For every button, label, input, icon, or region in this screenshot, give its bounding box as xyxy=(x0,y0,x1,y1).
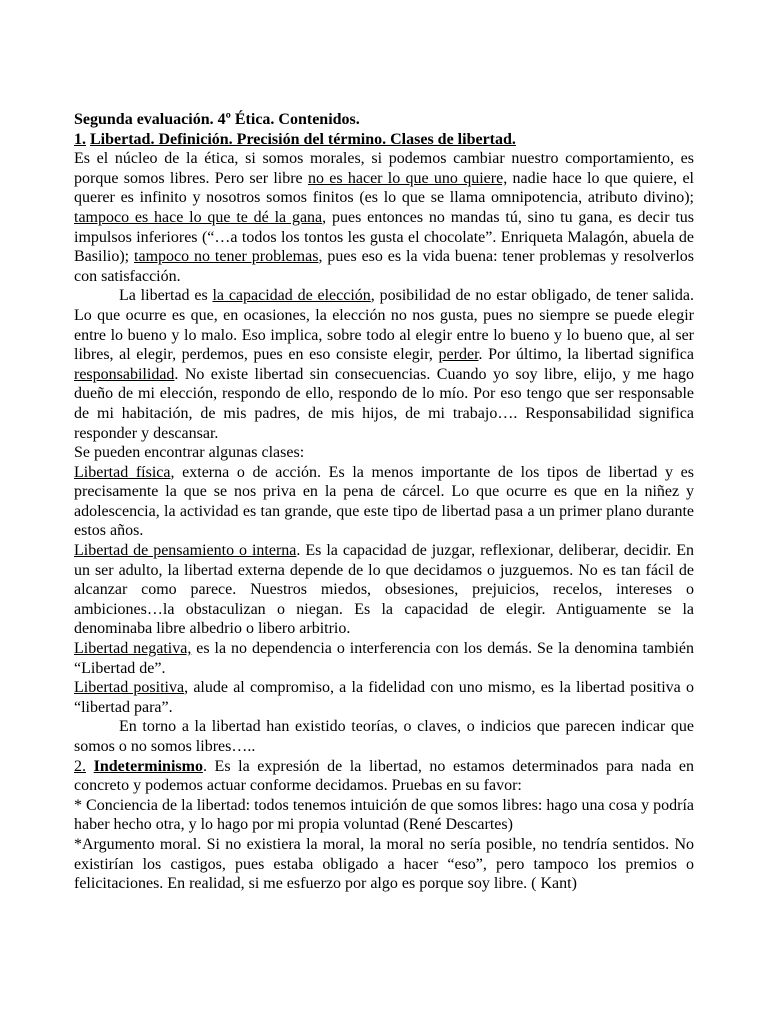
underlined-phrase: tampoco no tener problemas xyxy=(134,248,319,266)
proof-1: * Conciencia de la libertad: todos tenemos intuición de que somos libres: hago una cosa y podría haber hecho otra, y lo hago por mi propia voluntad (René Descartes) xyxy=(74,796,694,834)
text-span: Es el núcleo de la ética, si somos morales, si podemos cambiar nuestro comportamiento, es porque somos libres. Pero ser libre xyxy=(74,150,694,187)
proof-2: *Argumento moral. Si no existiera la moral, la moral no sería posible, no tendría sentidos. No existirían los castigos, pues estaba obligado a hacer “eso”, pero tampoco los premios o felicitaciones. En realidad, si me esfuerzo por algo es porque soy libre. ( Kant) xyxy=(74,835,694,893)
text-span: , pues eso es la vida buena: tener problemas y resolverlos con satisfacción. xyxy=(74,248,694,285)
liberty-class-text: , alude al compromiso, a la fidelidad con uno mismo, es la libertad positiva o “libertad para”. xyxy=(74,679,695,716)
liberty-class-term: Libertad física xyxy=(74,463,171,481)
liberty-class-text: es la no dependencia o interferencia con los demás. Se la denomina también “Libertad de”. xyxy=(74,640,694,677)
text-span: nadie hace lo que quiere, el querer es infinito y nosotros somos finitos (es lo que se llama omnipotencia, atributo divino); xyxy=(74,169,694,207)
liberty-class-positiva xyxy=(74,678,694,717)
underlined-phrase: perder xyxy=(438,346,479,364)
liberty-class-fisica xyxy=(74,463,694,541)
section-1-paragraph-1 xyxy=(74,149,694,286)
section-1-heading-text: Libertad. Definición. Precisión del término. Clases de libertad. xyxy=(90,130,516,148)
liberty-class-text: , externa o de acción. Es la menos importante de los tipos de libertad y es precisamente la que se nos priva en la pena de cárcel. Lo que ocurre es que en la niñez y adolescencia, la actividad es tan grande, que este tipo de libertad pasa a un primer plano durante estos años. xyxy=(74,463,695,540)
document-page xyxy=(74,110,694,894)
liberty-class-term: Libertad negativa, xyxy=(74,640,192,658)
text-span: . Por último, la libertad significa xyxy=(478,346,695,364)
section-2-paragraph xyxy=(74,757,694,796)
liberty-class-text: . Es la capacidad de juzgar, reflexionar, deliberar, decidir. En un ser adulto, la libertad externa depende de lo que decidamos o juzguemos. No es tan fácil de alcanzar como parece. Nuestros miedos, obsesiones, prejuicios, recelos, intereses o ambiciones…la obstaculizan o niegan. Es la capacidad de elegir. Antiguamente se la denominaba libre albedrio o libero arbitrio. xyxy=(74,542,694,638)
section-1-number: 1. xyxy=(74,130,86,148)
text-span: La libertad es xyxy=(119,287,213,305)
section-1-paragraph-4: En torno a la libertad han existido teorías, o claves, o indicios que parecen indicar que somos o no somos libres….. xyxy=(74,718,694,755)
text-span: , pues entonces no mandas tú, sino tu gana, es decir tus impulsos inferiores (“…a todos los tontos les gusta el chocolate”. Enriqueta Malagón, abuela de Basilio); xyxy=(74,208,695,266)
text-span: . No existe libertad sin consecuencias. Cuando yo soy libre, elijo, y me hago dueño de mi elección, respondo de ello, respondo de lo mío. Por eso tengo que ser responsable de mi habitación, de mis padres, de mis hijos, de mi trabajo…. Responsabilidad significa responder y descansar. xyxy=(74,365,694,442)
section-1-paragraph-2 xyxy=(74,286,694,443)
section-2-number: 2. xyxy=(74,757,86,775)
text-span: , posibilidad de no estar obligado, de tener salida. Lo que ocurre es que, en ocasiones, la elección no nos gusta, pues no siempre se puede elegir entre lo bueno y lo malo. Eso implica, sobre todo al elegir entre lo bueno y lo bueno que, al ser libres, al elegir, perdemos, pues en eso consiste elegir, xyxy=(74,287,695,364)
liberty-class-negativa xyxy=(74,639,694,678)
liberty-class-pensamiento xyxy=(74,541,694,639)
underlined-phrase: tampoco es hace lo que te dé la gana xyxy=(74,208,323,226)
underlined-phrase: responsabilidad xyxy=(74,365,175,383)
liberty-class-term: Libertad positiva xyxy=(74,679,185,697)
underlined-phrase: la capacidad de elección xyxy=(212,287,371,305)
section-1-paragraph-3: Se pueden encontrar algunas clases: xyxy=(74,444,305,462)
section-2-term: Indeterminismo xyxy=(93,757,203,775)
underlined-phrase: no es hacer lo que uno quiere, xyxy=(307,169,508,187)
liberty-class-term: Libertad de pensamiento o interna xyxy=(74,542,297,560)
document-title: Segunda evaluación. 4º Ética. Contenidos. xyxy=(74,111,360,128)
section-2-text: . Es la expresión de la libertad, no estamos determinados para nada en concreto y podemos actuar conforme decidamos. Pruebas en su favor: xyxy=(74,757,695,795)
section-1-heading xyxy=(74,130,694,150)
